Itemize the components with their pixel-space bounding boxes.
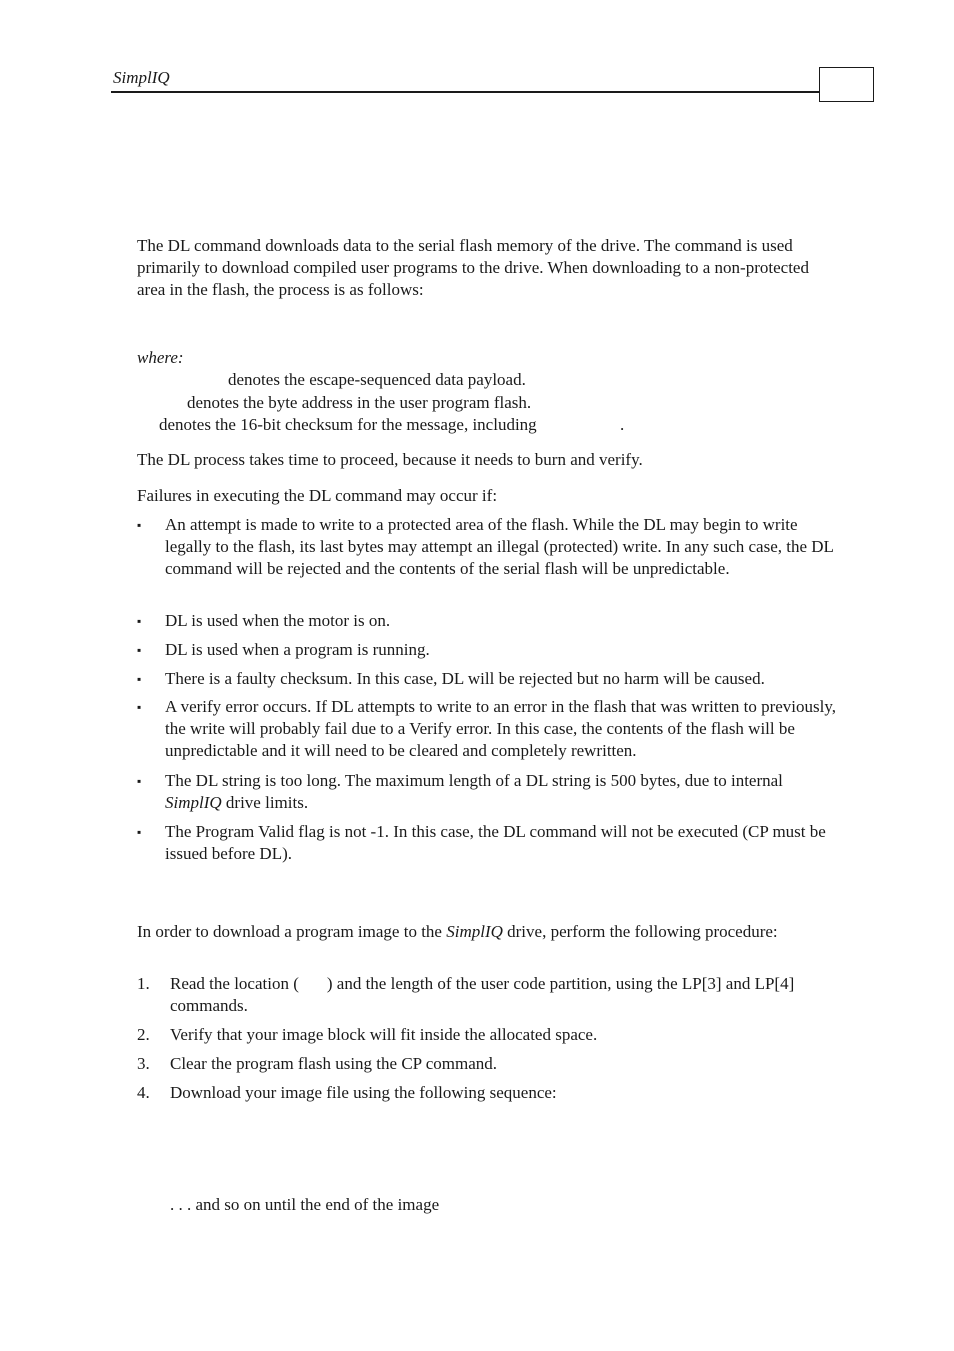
header-product-name: SimplIQ [113, 68, 170, 87]
where-address: denotes the byte address in the user program flash. [187, 393, 532, 412]
step-item: Verify that your image block will fit inside the allocated space. [170, 1025, 598, 1044]
failure-item: DL is used when a program is running. [165, 640, 430, 659]
failure-string-before: The DL string is too long. The maximum length of a DL string is 500 bytes, due to internal [165, 771, 783, 790]
step-item: Clear the program flash using the CP command. [170, 1054, 498, 1073]
failures-intro: Failures in executing the DL command may occur if: [137, 486, 498, 505]
bullet-marker: ▪ [137, 825, 142, 839]
where-payload: denotes the escape-sequenced data payload. [228, 370, 526, 389]
procedure-intro-after: drive, perform the following procedure: [507, 922, 778, 941]
step-item: Download your image file using the following sequence: [170, 1083, 557, 1102]
procedure-intro-before: In order to download a program image to the [137, 922, 442, 941]
failure-item: The Program Valid flag is not -1. In this case, the DL command will not be executed (CP must be issued before DL). [165, 822, 826, 863]
process-note: The DL process takes time to proceed, because it needs to burn and verify. [137, 450, 643, 469]
header-rule [111, 91, 820, 93]
bullet-marker: ▪ [137, 700, 142, 714]
step-number: 4. [137, 1083, 150, 1102]
bullet-marker: ▪ [137, 518, 142, 532]
failure-item: A verify error occurs. If DL attempts to write to an error in the flash that was written to previously, the write will probably fail due to a Verify error. In this case, the contents of the flash will be unpredictable and it will need to be cleared and completely rewritten. [165, 697, 836, 760]
bullet-marker: ▪ [137, 672, 142, 686]
procedure-product: SimplIQ [446, 922, 503, 941]
failure-item-string-length [165, 770, 837, 814]
failure-string-product: SimplIQ [165, 793, 222, 812]
failure-item: An attempt is made to write to a protected area of the flash. While the DL may begin to write legally to the flash, its last bytes may attempt an illegal (protected) write. In any such case, the DL command will be rejected and the contents of the serial flash will be unpredictable. [165, 515, 834, 578]
procedure-intro [137, 921, 837, 943]
step-number: 3. [137, 1054, 150, 1073]
intro-paragraph: The DL command downloads data to the serial flash memory of the drive. The command is used primarily to download compiled user programs to the drive. When downloading to a non-protected area in the flash, the process is as follows: [137, 236, 809, 299]
bullet-marker: ▪ [137, 643, 142, 657]
page-number-box [819, 67, 874, 102]
step-number: 2. [137, 1025, 150, 1044]
where-label: where: [137, 348, 184, 367]
bullet-marker: ▪ [137, 774, 142, 788]
bullet-marker: ▪ [137, 614, 142, 628]
where-checksum-period: . [620, 415, 625, 434]
step-item [170, 973, 837, 1017]
failure-item: There is a faulty checksum. In this case, DL will be rejected but no harm will be caused. [165, 669, 765, 688]
failure-item: DL is used when the motor is on. [165, 611, 391, 630]
procedure-tail: . . . and so on until the end of the image [170, 1195, 440, 1214]
failure-string-after: drive limits. [225, 793, 309, 812]
step-1-before: Read the location ( [170, 974, 299, 993]
where-checksum: denotes the 16-bit checksum for the message, including [159, 415, 537, 434]
step-number: 1. [137, 974, 150, 993]
step-1-after: ) and the length of the user code partition, using the LP[3] and LP[4] commands. [170, 974, 795, 1015]
